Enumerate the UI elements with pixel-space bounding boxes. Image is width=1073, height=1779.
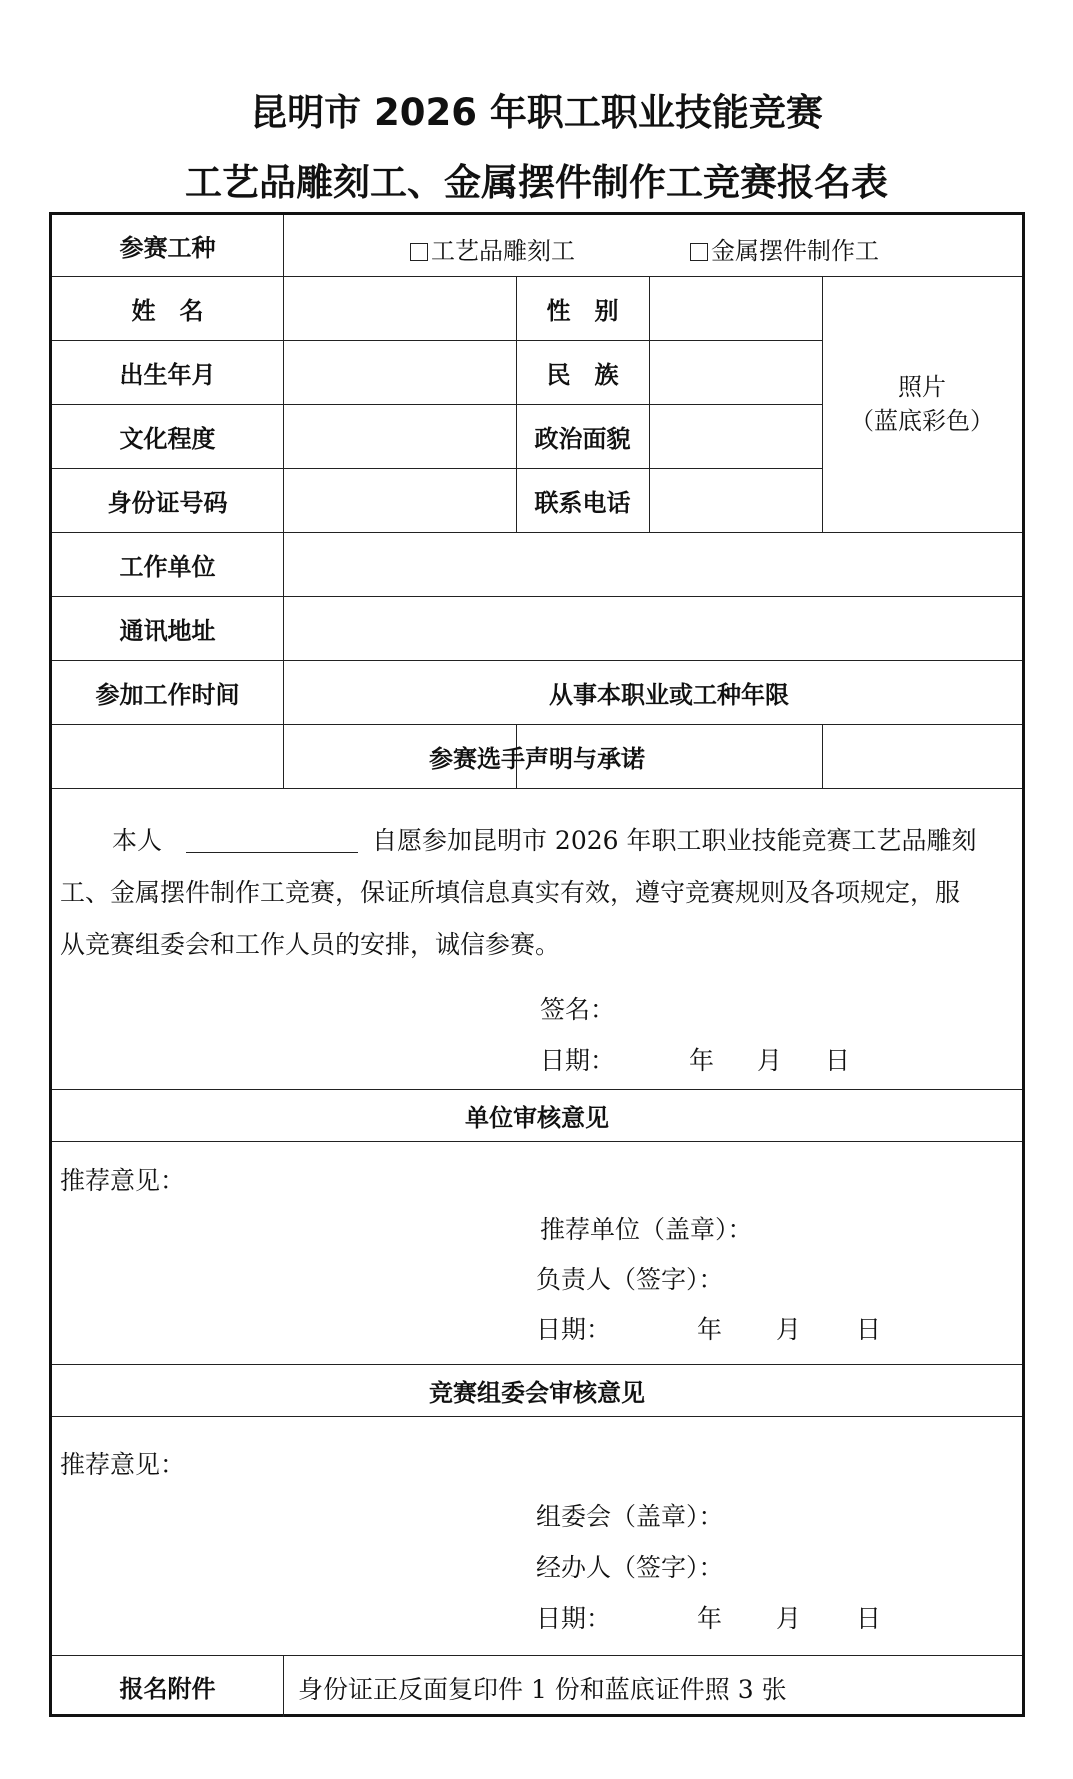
row-divider — [52, 788, 1022, 789]
workplace-label: 工作单位 — [119, 552, 216, 581]
declaration-heading: 参赛选手声明与承诺 — [429, 744, 645, 773]
form-subtitle: 工艺品雕刻工、金属摆件制作工竞赛报名表 — [185, 161, 888, 204]
row-divider — [52, 1416, 1022, 1417]
workplace-field[interactable] — [283, 532, 1022, 596]
declaration-line-3: 从竞赛组委会和工作人员的安排，诚信参赛。 — [60, 930, 561, 959]
committee-day: 日 — [856, 1604, 882, 1633]
declaration-year: 年 — [689, 1046, 715, 1075]
address-field[interactable] — [283, 596, 1022, 660]
id-number-label: 身份证号码 — [107, 488, 228, 517]
declaration-date-label: 日期： — [540, 1046, 616, 1075]
declaration-line-2: 工、金属摆件制作工竞赛，保证所填信息真实有效，遵守竞赛规则及各项规定，服 — [60, 878, 961, 907]
ethnicity-field[interactable] — [649, 340, 822, 404]
id-number-field[interactable] — [283, 468, 516, 532]
name-label: 姓 名 — [131, 296, 204, 325]
unit-year: 年 — [697, 1315, 723, 1344]
committee-stamp-label: 组委会（盖章）： — [536, 1502, 724, 1531]
checkbox-icon[interactable] — [690, 243, 708, 261]
work-start-label: 参加工作时间 — [95, 680, 240, 709]
declaration-line-1 — [112, 816, 1068, 866]
event-option-carving[interactable] — [410, 231, 575, 266]
photo-box[interactable] — [822, 276, 1022, 532]
committee-date-label: 日期： — [536, 1604, 612, 1633]
ethnicity-label: 民 族 — [546, 360, 619, 389]
event-option-metal[interactable] — [690, 231, 879, 266]
attachments-label: 报名附件 — [119, 1674, 216, 1703]
unit-opinion-label: 推荐意见： — [60, 1166, 186, 1195]
address-label: 通讯地址 — [119, 616, 216, 645]
committee-month: 月 — [776, 1604, 802, 1633]
unit-date-label: 日期： — [536, 1315, 612, 1344]
name-field[interactable] — [283, 276, 516, 340]
declaration-prefix: 本人 — [112, 826, 163, 855]
checkbox-icon[interactable] — [410, 243, 428, 261]
photo-hint: （蓝底彩色） — [850, 407, 994, 435]
political-label: 政治面貌 — [534, 424, 631, 453]
birth-label: 出生年月 — [119, 360, 216, 389]
declaration-day: 日 — [825, 1046, 851, 1075]
unit-responsible-label: 负责人（签字）： — [536, 1265, 724, 1294]
phone-label: 联系电话 — [534, 488, 631, 517]
unit-stamp-label: 推荐单位（盖章）： — [540, 1215, 753, 1244]
committee-handler-label: 经办人（签字）： — [536, 1553, 724, 1582]
education-label: 文化程度 — [119, 424, 216, 453]
event-option-carving-label: 工艺品雕刻工 — [431, 237, 575, 265]
committee-year: 年 — [697, 1604, 723, 1633]
unit-day: 日 — [856, 1315, 882, 1344]
phone-field[interactable] — [649, 468, 822, 532]
registration-form-table — [49, 212, 1025, 1717]
years-field[interactable] — [822, 660, 1022, 724]
declarant-name-blank[interactable] — [186, 828, 358, 853]
event-type-label: 参赛工种 — [119, 234, 216, 262]
years-label: 从事本职业或工种年限 — [549, 680, 789, 709]
photo-label: 照片 — [898, 373, 946, 401]
gender-field[interactable] — [649, 276, 822, 340]
declaration-month: 月 — [757, 1046, 783, 1075]
education-field[interactable] — [283, 404, 516, 468]
form-title: 昆明市 2026 年职工职业技能竞赛 — [250, 91, 823, 134]
political-field[interactable] — [649, 404, 822, 468]
attachments-value: 身份证正反面复印件 1 份和蓝底证件照 3 张 — [298, 1675, 787, 1704]
unit-review-heading: 单位审核意见 — [465, 1103, 609, 1132]
declaration-sign-label: 签名： — [540, 995, 616, 1024]
birth-field[interactable] — [283, 340, 516, 404]
committee-opinion-label: 推荐意见： — [60, 1450, 186, 1479]
unit-month: 月 — [776, 1315, 802, 1344]
work-start-field[interactable] — [283, 660, 516, 724]
committee-review-heading: 竞赛组委会审核意见 — [429, 1378, 645, 1407]
declaration-line-1-text: 自愿参加昆明市 2026 年职工职业技能竞赛工艺品雕刻 — [371, 826, 977, 855]
column-divider — [283, 1655, 284, 1717]
row-divider — [52, 1141, 1022, 1142]
gender-label: 性 别 — [546, 296, 619, 325]
event-option-metal-label: 金属摆件制作工 — [711, 237, 879, 265]
